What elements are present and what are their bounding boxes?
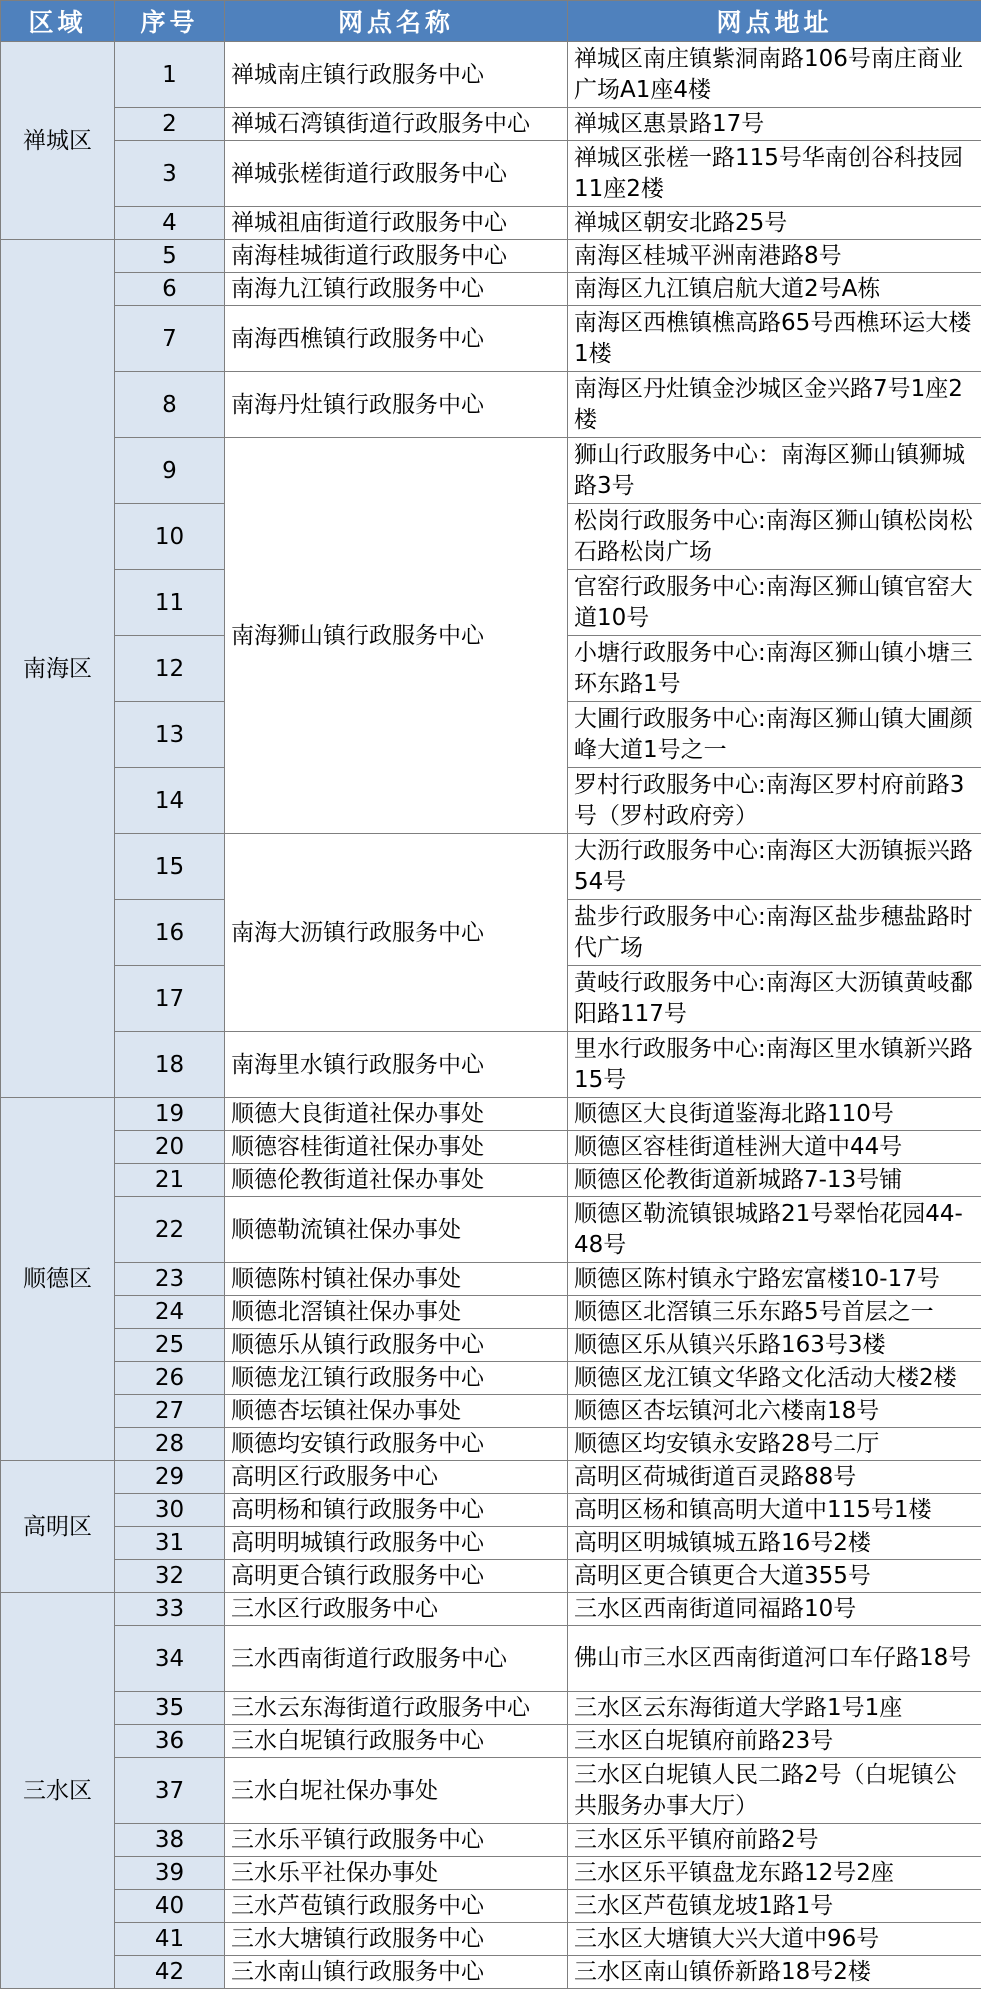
address-cell: 顺德区大良街道鉴海北路110号 <box>568 1098 981 1131</box>
district-cell: 禅城区 <box>1 42 115 240</box>
service-name-cell: 顺德龙江镇行政服务中心 <box>225 1362 568 1395</box>
service-name-cell: 顺德大良街道社保办事处 <box>225 1098 568 1131</box>
table-row <box>1 834 981 900</box>
table-row <box>1 1956 981 1989</box>
table-row <box>1 1362 981 1395</box>
address-cell: 三水区乐平镇盘龙东路12号2座 <box>568 1857 981 1890</box>
number-cell: 26 <box>115 1362 225 1395</box>
service-name-cell: 禅城张槎街道行政服务中心 <box>225 141 568 207</box>
table-row <box>1 1131 981 1164</box>
table-row <box>1 1263 981 1296</box>
service-name-cell: 高明更合镇行政服务中心 <box>225 1560 568 1593</box>
number-cell: 10 <box>115 504 225 570</box>
number-cell: 6 <box>115 273 225 306</box>
table-row <box>1 1164 981 1197</box>
address-cell: 黄岐行政服务中心:南海区大沥镇黄岐鄱阳路117号 <box>568 966 981 1032</box>
table-row <box>1 1758 981 1824</box>
address-cell: 顺德区均安镇永安路28号二厅 <box>568 1428 981 1461</box>
address-cell: 松岗行政服务中心:南海区狮山镇松岗松石路松岗广场 <box>568 504 981 570</box>
address-cell: 南海区桂城平洲南港路8号 <box>568 240 981 273</box>
address-cell: 里水行政服务中心:南海区里水镇新兴路15号 <box>568 1032 981 1098</box>
address-cell: 三水区大塘镇大兴大道中96号 <box>568 1923 981 1956</box>
number-cell: 42 <box>115 1956 225 1989</box>
service-name-cell: 禅城祖庙街道行政服务中心 <box>225 207 568 240</box>
table-row <box>1 240 981 273</box>
service-name-cell: 南海狮山镇行政服务中心 <box>225 438 568 834</box>
number-cell: 1 <box>115 42 225 108</box>
number-cell: 19 <box>115 1098 225 1131</box>
address-cell: 大沥行政服务中心:南海区大沥镇振兴路54号 <box>568 834 981 900</box>
number-cell: 2 <box>115 108 225 141</box>
number-cell: 18 <box>115 1032 225 1098</box>
table-row <box>1 108 981 141</box>
service-name-cell: 三水西南街道行政服务中心 <box>225 1626 568 1692</box>
service-name-cell: 三水芦苞镇行政服务中心 <box>225 1890 568 1923</box>
number-cell: 11 <box>115 570 225 636</box>
address-cell: 高明区杨和镇高明大道中115号1楼 <box>568 1494 981 1527</box>
number-cell: 36 <box>115 1725 225 1758</box>
number-cell: 40 <box>115 1890 225 1923</box>
table-row <box>1 141 981 207</box>
service-name-cell: 三水乐平镇行政服务中心 <box>225 1824 568 1857</box>
service-name-cell: 高明明城镇行政服务中心 <box>225 1527 568 1560</box>
table-row <box>1 1296 981 1329</box>
table-row <box>1 1494 981 1527</box>
table-row <box>1 42 981 108</box>
district-cell: 高明区 <box>1 1461 115 1593</box>
number-cell: 20 <box>115 1131 225 1164</box>
number-cell: 32 <box>115 1560 225 1593</box>
address-cell: 狮山行政服务中心：南海区狮山镇狮城路3号 <box>568 438 981 504</box>
number-cell: 31 <box>115 1527 225 1560</box>
address-cell: 高明区荷城街道百灵路88号 <box>568 1461 981 1494</box>
district-cell: 三水区 <box>1 1593 115 1989</box>
number-cell: 17 <box>115 966 225 1032</box>
address-cell: 三水区云东海街道大学路1号1座 <box>568 1692 981 1725</box>
service-name-cell: 南海桂城街道行政服务中心 <box>225 240 568 273</box>
number-cell: 12 <box>115 636 225 702</box>
number-cell: 27 <box>115 1395 225 1428</box>
table-row <box>1 1461 981 1494</box>
address-cell: 三水区白坭镇人民二路2号（白坭镇公共服务办事大厅） <box>568 1758 981 1824</box>
address-cell: 三水区白坭镇府前路23号 <box>568 1725 981 1758</box>
address-cell: 顺德区勒流镇银城路21号翠怡花园44-48号 <box>568 1197 981 1263</box>
address-cell: 顺德区乐从镇兴乐路163号3楼 <box>568 1329 981 1362</box>
number-cell: 41 <box>115 1923 225 1956</box>
number-cell: 30 <box>115 1494 225 1527</box>
table-row <box>1 1626 981 1692</box>
service-name-cell: 顺德勒流镇社保办事处 <box>225 1197 568 1263</box>
address-cell: 三水区西南街道同福路10号 <box>568 1593 981 1626</box>
address-cell: 南海区西樵镇樵高路65号西樵环运大楼1楼 <box>568 306 981 372</box>
number-cell: 35 <box>115 1692 225 1725</box>
address-cell: 南海区丹灶镇金沙城区金兴路7号1座2楼 <box>568 372 981 438</box>
table-body <box>1 42 981 1989</box>
address-cell: 顺德区伦教街道新城路7-13号铺 <box>568 1164 981 1197</box>
service-name-cell: 高明区行政服务中心 <box>225 1461 568 1494</box>
service-name-cell: 顺德均安镇行政服务中心 <box>225 1428 568 1461</box>
address-cell: 禅城区惠景路17号 <box>568 108 981 141</box>
service-name-cell: 禅城南庄镇行政服务中心 <box>225 42 568 108</box>
table-row <box>1 1890 981 1923</box>
table-row <box>1 1428 981 1461</box>
number-cell: 37 <box>115 1758 225 1824</box>
table-row <box>1 207 981 240</box>
table-row <box>1 1824 981 1857</box>
number-cell: 24 <box>115 1296 225 1329</box>
table-row <box>1 1725 981 1758</box>
table-row <box>1 438 981 504</box>
service-name-cell: 南海里水镇行政服务中心 <box>225 1032 568 1098</box>
address-cell: 大圃行政服务中心:南海区狮山镇大圃颜峰大道1号之一 <box>568 702 981 768</box>
service-name-cell: 南海九江镇行政服务中心 <box>225 273 568 306</box>
number-cell: 15 <box>115 834 225 900</box>
number-cell: 34 <box>115 1626 225 1692</box>
number-cell: 3 <box>115 141 225 207</box>
district-cell: 顺德区 <box>1 1098 115 1461</box>
service-name-cell: 顺德北滘镇社保办事处 <box>225 1296 568 1329</box>
address-cell: 高明区明城镇城五路16号2楼 <box>568 1527 981 1560</box>
number-cell: 22 <box>115 1197 225 1263</box>
service-name-cell: 三水白坭镇行政服务中心 <box>225 1725 568 1758</box>
header-number: 序号 <box>115 1 225 42</box>
service-name-cell: 三水白坭社保办事处 <box>225 1758 568 1824</box>
number-cell: 33 <box>115 1593 225 1626</box>
number-cell: 39 <box>115 1857 225 1890</box>
address-cell: 顺德区龙江镇文华路文化活动大楼2楼 <box>568 1362 981 1395</box>
address-cell: 顺德区北滘镇三乐东路5号首层之一 <box>568 1296 981 1329</box>
address-cell: 盐步行政服务中心:南海区盐步穗盐路时代广场 <box>568 900 981 966</box>
number-cell: 38 <box>115 1824 225 1857</box>
number-cell: 14 <box>115 768 225 834</box>
table-row <box>1 1098 981 1131</box>
address-cell: 三水区芦苞镇龙坡1路1号 <box>568 1890 981 1923</box>
number-cell: 8 <box>115 372 225 438</box>
address-cell: 禅城区张槎一路115号华南创谷科技园11座2楼 <box>568 141 981 207</box>
table-row <box>1 273 981 306</box>
number-cell: 5 <box>115 240 225 273</box>
service-name-cell: 三水乐平社保办事处 <box>225 1857 568 1890</box>
address-cell: 南海区九江镇启航大道2号A栋 <box>568 273 981 306</box>
service-name-cell: 顺德伦教街道社保办事处 <box>225 1164 568 1197</box>
service-name-cell: 顺德陈村镇社保办事处 <box>225 1263 568 1296</box>
address-cell: 三水区南山镇侨新路18号2楼 <box>568 1956 981 1989</box>
address-cell: 禅城区南庄镇紫洞南路106号南庄商业广场A1座4楼 <box>568 42 981 108</box>
number-cell: 25 <box>115 1329 225 1362</box>
table-row <box>1 1329 981 1362</box>
number-cell: 4 <box>115 207 225 240</box>
table-row <box>1 1560 981 1593</box>
number-cell: 13 <box>115 702 225 768</box>
address-cell: 顺德区杏坛镇河北六楼南18号 <box>568 1395 981 1428</box>
service-name-cell: 顺德乐从镇行政服务中心 <box>225 1329 568 1362</box>
number-cell: 23 <box>115 1263 225 1296</box>
address-cell: 顺德区容桂街道桂洲大道中44号 <box>568 1131 981 1164</box>
number-cell: 7 <box>115 306 225 372</box>
service-name-cell: 南海丹灶镇行政服务中心 <box>225 372 568 438</box>
service-name-cell: 三水区行政服务中心 <box>225 1593 568 1626</box>
table-row <box>1 1032 981 1098</box>
table-row <box>1 1857 981 1890</box>
number-cell: 29 <box>115 1461 225 1494</box>
header-address: 网点地址 <box>568 1 981 42</box>
service-name-cell: 三水云东海街道行政服务中心 <box>225 1692 568 1725</box>
number-cell: 9 <box>115 438 225 504</box>
service-name-cell: 顺德容桂街道社保办事处 <box>225 1131 568 1164</box>
address-cell: 顺德区陈村镇永宁路宏富楼10-17号 <box>568 1263 981 1296</box>
address-cell: 高明区更合镇更合大道355号 <box>568 1560 981 1593</box>
table-row <box>1 1395 981 1428</box>
district-cell: 南海区 <box>1 240 115 1098</box>
address-cell: 小塘行政服务中心:南海区狮山镇小塘三环东路1号 <box>568 636 981 702</box>
service-name-cell: 三水大塘镇行政服务中心 <box>225 1923 568 1956</box>
service-name-cell: 南海西樵镇行政服务中心 <box>225 306 568 372</box>
header-district: 区域 <box>1 1 115 42</box>
table-row <box>1 306 981 372</box>
address-cell: 官窑行政服务中心:南海区狮山镇官窑大道10号 <box>568 570 981 636</box>
number-cell: 28 <box>115 1428 225 1461</box>
service-name-cell: 高明杨和镇行政服务中心 <box>225 1494 568 1527</box>
table-row <box>1 372 981 438</box>
number-cell: 21 <box>115 1164 225 1197</box>
service-name-cell: 三水南山镇行政服务中心 <box>225 1956 568 1989</box>
address-cell: 佛山市三水区西南街道河口车仔路18号 <box>568 1626 981 1692</box>
address-cell: 禅城区朝安北路25号 <box>568 207 981 240</box>
number-cell: 16 <box>115 900 225 966</box>
table-row <box>1 1692 981 1725</box>
service-name-cell: 禅城石湾镇街道行政服务中心 <box>225 108 568 141</box>
address-cell: 罗村行政服务中心:南海区罗村府前路3号（罗村政府旁） <box>568 768 981 834</box>
table-row <box>1 1923 981 1956</box>
table-row <box>1 1197 981 1263</box>
service-name-cell: 顺德杏坛镇社保办事处 <box>225 1395 568 1428</box>
table-row <box>1 1527 981 1560</box>
table-row <box>1 1593 981 1626</box>
service-name-cell: 南海大沥镇行政服务中心 <box>225 834 568 1032</box>
header-name: 网点名称 <box>225 1 568 42</box>
address-cell: 三水区乐平镇府前路2号 <box>568 1824 981 1857</box>
header-row <box>1 1 981 42</box>
